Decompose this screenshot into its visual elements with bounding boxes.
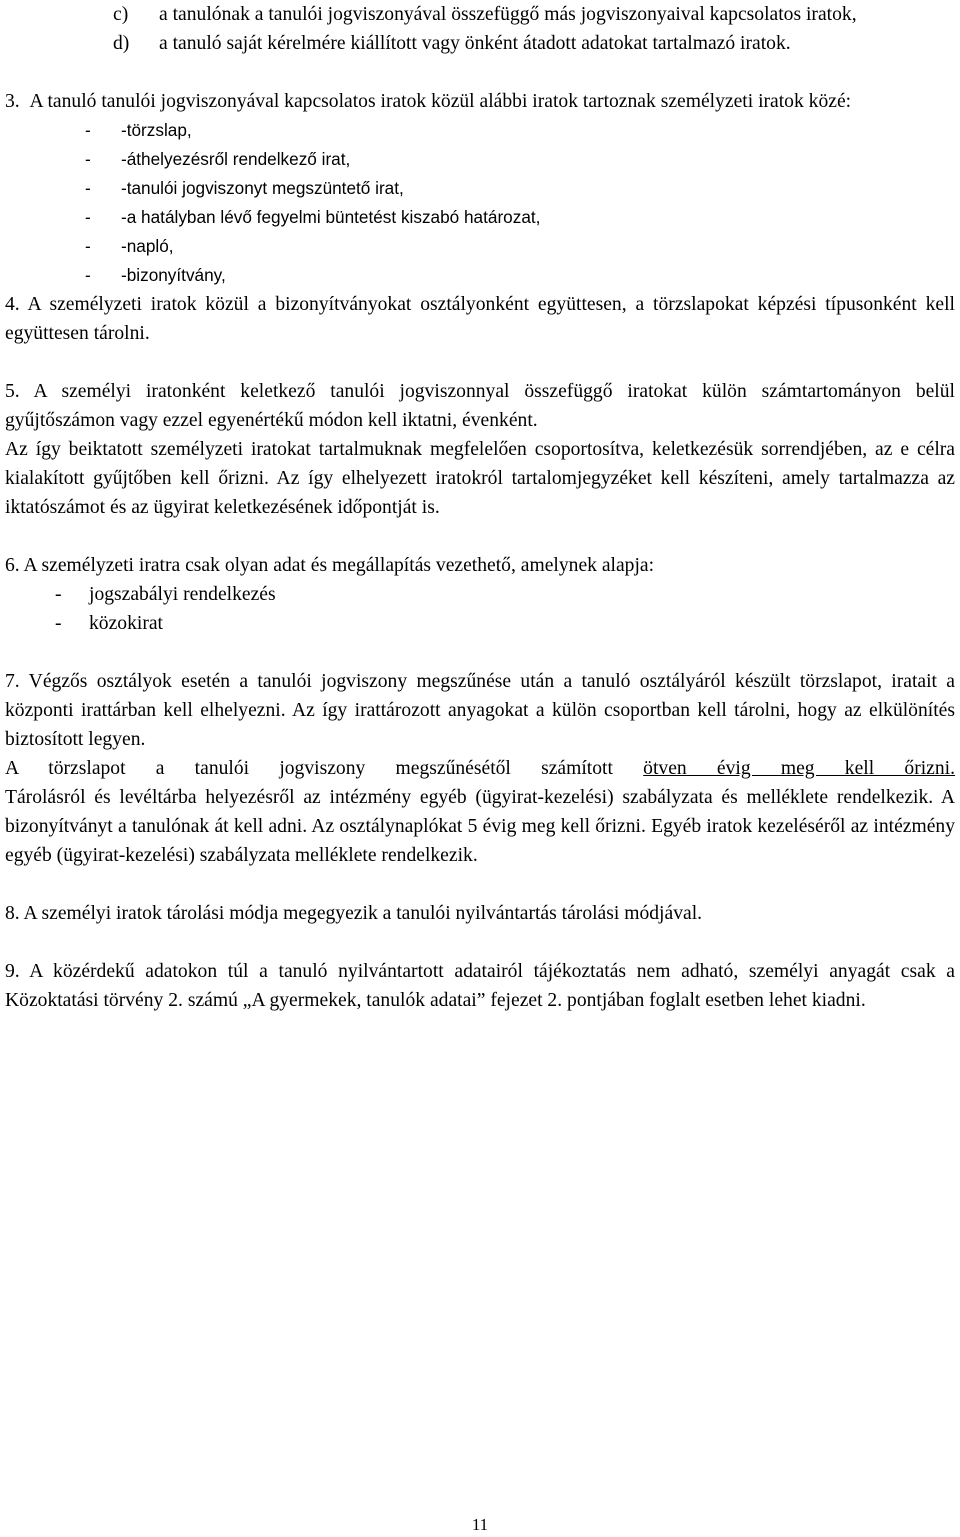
list-text: -tanulói jogviszonyt megszüntető irat, [121,178,404,198]
section-3 [5,87,955,116]
section-8 [5,899,955,928]
section-text: Végzős osztályok esetén a tanulói jogviszony megszűnése után a tanuló osztályáról készült törzslapot, iratait a központi irattárban kell elhelyezni. Az így irattározott anyagokat a külön csoportban kell tárolni, hogy az elkülönítés biztosított legyen. [5,671,956,750]
list-item [5,174,955,203]
list-label: c) [113,4,129,25]
list-text: -áthelyezésről rendelkező irat, [121,149,351,169]
list-text: -törzslap, [121,120,192,140]
section-7 [5,667,955,754]
list-text: jogszabályi rendelkezés [89,584,276,605]
section-number: 6. [5,555,20,576]
dash: - [85,149,91,169]
retention-period-underlined: ötven évig meg kell őrizni. [643,758,956,779]
list-item [5,203,955,232]
section-7-paragraph-3: Tárolásról és levéltárba helyezésről az intézmény egyéb (ügyirat-kezelési) szabályzata és melléklete rendelkezik. A bizonyítványt a tanulónak át kell adni. Az osztálynaplókat 5 évig meg kell őrizni. Egyéb iratok kezeléséről az intézmény egyéb (ügyirat-kezelési) szabályzata melléklete rendelkezik. [5,787,955,866]
section-text: A személyzeti iratra csak olyan adat és megállapítás vezethető, amelynek alapja: [23,555,655,576]
section-text: A személyi iratok tárolási módja megegyezik a tanulói nyilvántartás tárolási módjával. [23,903,703,924]
dash: - [85,207,91,227]
document-page [5,0,955,1015]
list-item [5,232,955,261]
dash: - [85,120,91,140]
dash: - [85,236,91,256]
list-text: a tanuló saját kérelmére kiállított vagy önként átadott adatokat tartalmazó iratok. [159,33,791,54]
list-text: közokirat [89,613,163,634]
section-7-paragraph-2 [5,754,955,783]
section-number: 5. [5,381,20,402]
list-text: a tanulónak a tanulói jogviszonyával összefüggő más jogviszonyaival kapcsolatos iratok, [159,4,857,25]
list-item-c [5,0,955,29]
dash: - [85,178,91,198]
page-number: 11 [471,1515,489,1534]
list-text: -a hatályban lévő fegyelmi büntetést kiszabó határozat, [121,207,541,227]
section-9 [5,957,955,1015]
list-item [5,145,955,174]
list-text: -napló, [121,236,174,256]
section-6 [5,551,955,580]
section-text: A személyzeti iratok közül a bizonyítványokat osztályonként együttesen, a törzslapokat képzési típusonként kell együttesen tárolni. [5,294,955,344]
section-text: A személyi iratonként keletkező tanulói jogviszonnyal összefüggő iratokat külön számtartományon belül gyűjtőszámon vagy ezzel egyenértékű módon kell iktatni, évenként. [5,381,955,431]
section-number: 4. [5,294,20,315]
list-item [5,116,955,145]
section-text: A közérdekű adatokon túl a tanuló nyilvántartott adatairól tájékoztatás nem adható, személyi anyagát csak a Közoktatási törvény 2. számú „A gyermekek, tanulók adatai” fejezet 2. pontjában foglalt esetben lehet kiadni. [5,961,955,1011]
section-number: 7. [5,671,20,692]
list-text: -bizonyítvány, [121,265,226,285]
list-item [5,580,955,609]
dash: - [55,584,62,605]
section-5-paragraph-2: Az így beiktatott személyzeti iratokat tartalmuknak megfelelően csoportosítva, keletkezésük sorrendjében, az e célra kialakított gyűjtőben kell őrizni. Az így elhelyezett iratokról tartalomjegyzéket kell készíteni, amely tartalmazza az iktatószámot és az ügyirat keletkezésének időpontját is. [5,439,955,518]
list-label: d) [113,33,130,54]
dash: - [55,613,62,634]
section-number: 8. [5,903,20,924]
section-4 [5,290,955,348]
list-item [5,261,955,290]
list-item-d [5,29,955,58]
dash: - [85,265,91,285]
list-item [5,609,955,638]
section-5 [5,377,955,435]
retention-text: A törzslapot a tanulói jogviszony megszűnésétől számított [5,758,613,779]
section-number: 3. [5,91,20,112]
section-text: A tanuló tanulói jogviszonyával kapcsolatos iratok közül alábbi iratok tartoznak személyzeti iratok közé: [29,91,852,112]
section-number: 9. [5,961,20,982]
